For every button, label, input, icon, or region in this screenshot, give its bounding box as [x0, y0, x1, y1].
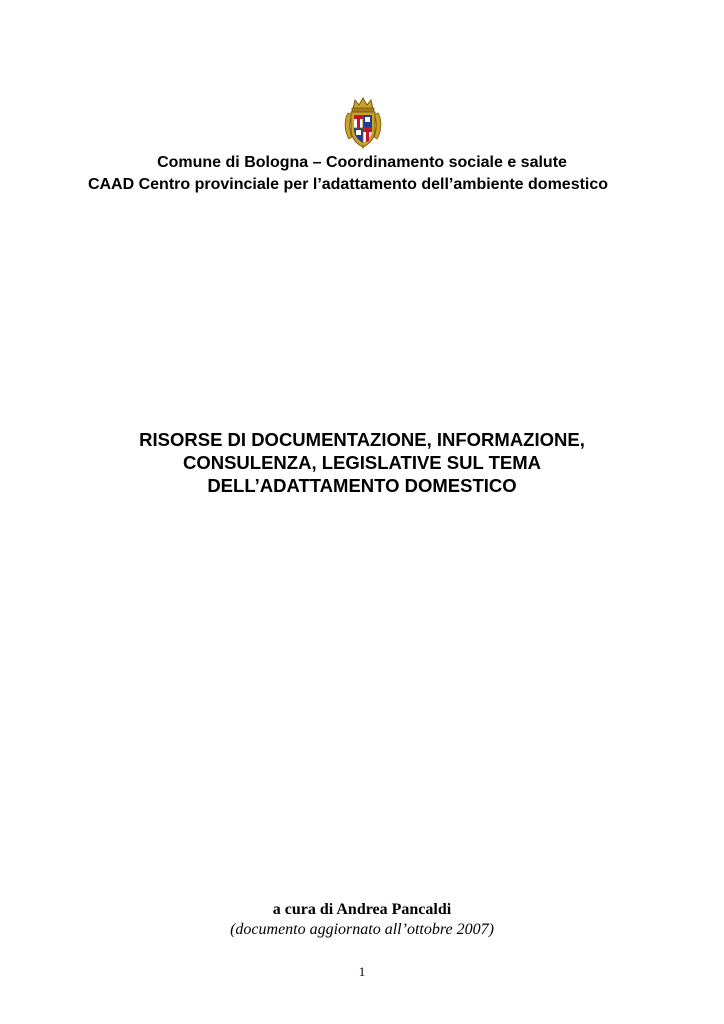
center-line: CAAD Centro provinciale per l’adattamento dell’ambiente domestico [87, 176, 609, 193]
coat-of-arms-icon [343, 97, 383, 149]
document-title-line-1: RISORSE DI DOCUMENTAZIONE, INFORMAZIONE, [139, 429, 585, 450]
page-number: 1 [358, 964, 366, 979]
document-title-line-2: CONSULENZA, LEGISLATIVE SUL TEMA [182, 452, 542, 473]
document-title-line-3: DELL’ADATTAMENTO DOMESTICO [207, 475, 517, 496]
update-note: (documento aggiornato all’ottobre 2007) [230, 921, 494, 938]
organization-line: Comune di Bologna – Coordinamento sociale e salute [157, 154, 567, 171]
author-credit: a cura di Andrea Pancaldi [272, 901, 452, 918]
